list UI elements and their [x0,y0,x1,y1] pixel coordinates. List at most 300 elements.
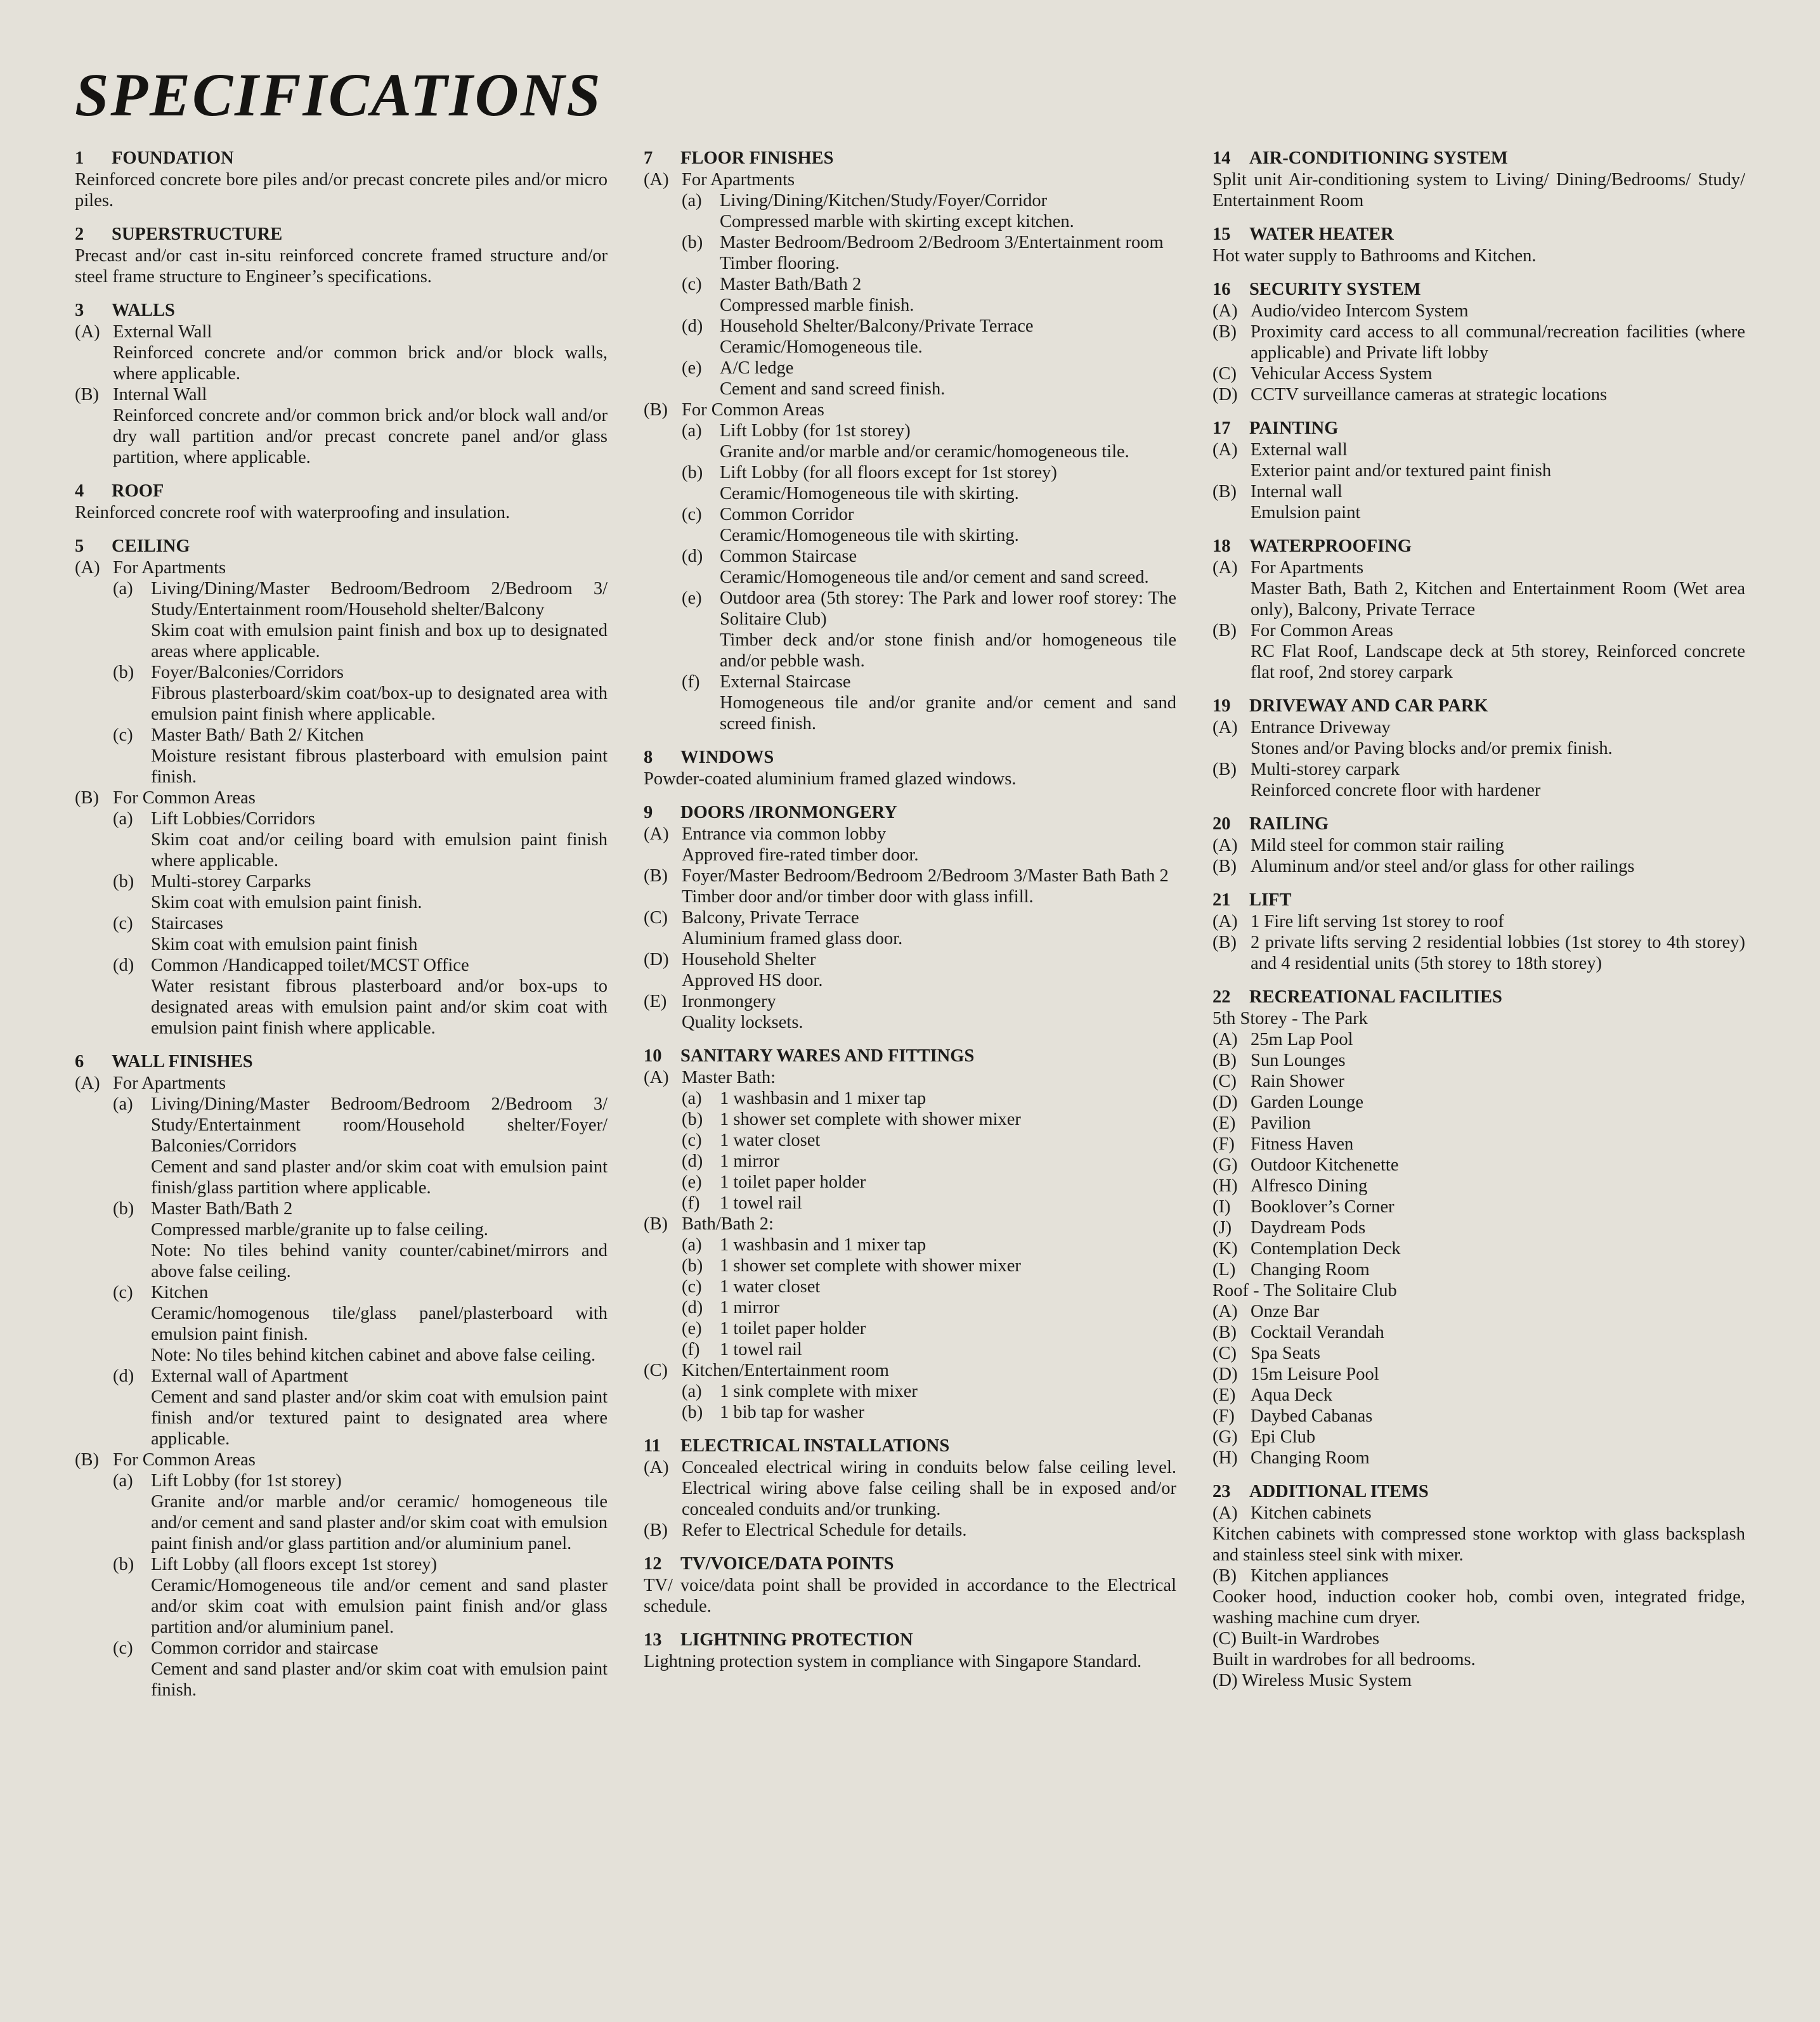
subitem-text: 1 towel rail [720,1193,802,1213]
section-title: SECURITY SYSTEM [1249,280,1421,299]
subitem-label: (a) [682,1382,702,1401]
page-title: SPECIFICATIONS [75,61,602,129]
item-label: (E) [1212,1385,1236,1405]
subitem-row [644,546,1176,567]
item-label: (G) [1212,1427,1238,1447]
section-heading [75,145,608,169]
subitem-label: (e) [682,1172,702,1192]
section-text: Reinforced concrete bore piles and/or precast concrete piles and/or micro piles. [75,170,608,211]
item-label: (B) [75,788,99,808]
section-heading [75,477,608,502]
subitem-row [644,1276,1176,1297]
subitem-row [75,1094,608,1157]
item-label: (B) [1212,1323,1237,1342]
item-row [75,1073,608,1094]
item-row [1212,363,1745,384]
subitem-text: 1 mirror [720,1151,780,1171]
subitem-label: (a) [682,1089,702,1108]
subitem-text: Lift Lobby (for all floors except for 1st storey) [720,463,1057,483]
section-heading [644,1432,1176,1457]
subitem-row [644,1318,1176,1339]
subitem-detail: Fibrous plasterboard/skim coat/box-up to designated area with emulsion paint finish where applicable. [151,684,608,724]
item-text: Aluminum and/or steel and/or glass for other railings [1251,857,1635,876]
subitem-label: (c) [113,1638,133,1658]
spec-section-6 [75,1048,608,1701]
subitem-row [75,662,608,683]
subitem-text: Living/Dining/Master Bedroom/Bedroom 2/Bedroom 3/ Study/Entertainment room/Household shelter/Balcony [151,579,608,619]
item-text: For Common Areas [1251,621,1393,640]
subitem-text: Master Bath/ Bath 2/ Kitchen [151,725,364,745]
subitem-row [75,578,608,620]
item-label: (A) [644,824,669,844]
subitem-detail: Ceramic/Homogeneous tile and/or cement and sand screed. [720,567,1149,587]
section-title: RAILING [1249,814,1329,834]
item-text: Concealed electrical wiring in conduits below false ceiling level. Electrical wiring above false ceiling shall be in exposed and/or concealed conduits and/or trunking. [682,1458,1176,1519]
subitem-row [644,190,1176,211]
item-label: (A) [75,558,100,578]
item-row [75,384,608,405]
subitem-detail: Moisture resistant fibrous plasterboard with emulsion paint finish. [151,746,608,787]
item-text: Onze Bar [1251,1302,1320,1321]
subitem-label: (d) [682,1298,703,1318]
subitem-row [644,462,1176,483]
item-row [75,321,608,342]
subitem-label: (c) [113,914,133,933]
item-row [644,399,1176,420]
subitem-text: Lift Lobby (for 1st storey) [151,1471,342,1491]
subitem-row [75,1554,608,1575]
item-detail: Stones and/or Paving blocks and/or premix finish. [1251,739,1613,758]
subitem-row [644,1151,1176,1172]
item-row [1212,1343,1745,1364]
subitem-text: 1 water closet [720,1277,821,1297]
item-text: Booklover’s Corner [1251,1197,1394,1217]
item-label: (D) [644,950,669,969]
item-label: (A) [1212,836,1238,855]
subitem-label: (c) [113,725,133,745]
subitem-row [75,1282,608,1303]
section-number: 18 [1212,536,1231,556]
item-label: (H) [1212,1448,1238,1468]
section-heading [1212,145,1745,169]
subitem-label: (b) [682,463,703,483]
section-title: LIFT [1249,890,1292,910]
item-text: For Apartments [1251,558,1364,578]
item-detail: Quality locksets. [682,1013,803,1032]
subitem-text: Lift Lobbies/Corridors [151,809,315,829]
section-heading [1212,810,1745,835]
item-row [1212,620,1745,641]
item-row [1212,1050,1745,1071]
item-text: Daydream Pods [1251,1218,1366,1238]
spec-section-11 [644,1432,1176,1541]
section-heading [1212,533,1745,557]
section-title: DOORS /IRONMONGERY [680,803,897,822]
item-text: Kitchen appliances [1251,1566,1389,1586]
subitem-label: (d) [682,1151,703,1171]
section-number: 16 [1212,280,1231,299]
section-number: 4 [75,481,84,501]
item-row [1212,1364,1745,1385]
item-row [1212,1448,1745,1468]
item-text: Proximity card access to all communal/recreation facilities (where applicable) and Private lift lobby [1251,322,1745,363]
section-text: Split unit Air-conditioning system to Living/ Dining/Bedrooms/ Study/ Entertainment Room [1212,170,1745,211]
section-number: 9 [644,803,653,822]
item-label: (C) [1212,1344,1237,1363]
item-text: Outdoor Kitchenette [1251,1155,1399,1175]
item-row [1212,557,1745,578]
item-row [75,557,608,578]
subitem-text: 1 towel rail [720,1340,802,1359]
item-detail: RC Flat Roof, Landscape deck at 5th storey, Reinforced concrete flat roof, 2nd storey carpark [1251,642,1745,682]
section-title: TV/VOICE/DATA POINTS [680,1554,894,1574]
subitem-detail: Homogeneous tile and/or granite and/or cement and sand screed finish. [720,693,1176,734]
item-label: (A) [1212,1030,1238,1049]
spec-section-15 [1212,221,1745,266]
section-title: FOUNDATION [112,148,234,168]
item-text: Master Bath: [682,1068,776,1087]
item-detail: Timber door and/or timber door with glass infill. [682,887,1034,907]
item-row [75,1449,608,1470]
item-row [1212,759,1745,780]
item-row [1212,1503,1745,1524]
subitem-text: Common /Handicapped toilet/MCST Office [151,956,469,975]
section-title: ELECTRICAL INSTALLATIONS [680,1436,950,1456]
subitem-row [644,588,1176,630]
item-text: Foyer/Master Bedroom/Bedroom 2/Bedroom 3/Master Bath Bath 2 [682,866,1169,886]
subitem-text: Foyer/Balconies/Corridors [151,663,344,682]
section-number: 11 [644,1436,661,1456]
spec-section-19 [1212,692,1745,801]
item-row [1212,1301,1745,1322]
item-text: For Common Areas [113,1450,256,1470]
item-label: (L) [1212,1260,1236,1280]
section-text: TV/ voice/data point shall be provided in accordance to the Electrical schedule. [644,1576,1176,1616]
subitem-row [644,504,1176,525]
item-row [1212,911,1745,932]
section-text: Precast and/or cast in-situ reinforced concrete framed structure and/or steel frame structure to Engineer’s specifications. [75,246,608,287]
subitem-row [75,871,608,892]
subitem-row [75,913,608,934]
subitem-detail: Ceramic/Homogeneous tile with skirting. [720,526,1019,545]
section-heading [75,1048,608,1073]
item-row [1212,717,1745,738]
item-label: (D) [1212,385,1238,405]
section-number: 17 [1212,418,1231,438]
item-label: (H) [1212,1176,1238,1196]
item-row [644,865,1176,886]
item-row [644,824,1176,845]
subitem-label: (d) [682,547,703,566]
item-label: (B) [75,385,99,405]
item-text: Kitchen/Entertainment room [682,1361,889,1380]
section-title: CEILING [112,536,190,556]
subitem-label: (a) [113,809,133,829]
subitem-text: 1 sink complete with mixer [720,1382,918,1401]
item-text: Alfresco Dining [1251,1176,1368,1196]
item-detail: Reinforced concrete floor with hardener [1251,781,1541,800]
section-heading [1212,692,1745,717]
subitem-text: Master Bath/Bath 2 [151,1199,293,1219]
item-label: (A) [644,170,669,190]
item-label: (B) [1212,857,1237,876]
section-title: ROOF [112,481,164,501]
subitem-label: (d) [113,956,134,975]
item-row [1212,932,1745,974]
item-label: (B) [1212,621,1237,640]
item-row [644,991,1176,1012]
item-label: (B) [1212,322,1237,342]
item-text: Changing Room [1251,1448,1370,1468]
item-detail: Reinforced concrete and/or common brick and/or block wall and/or dry wall partition and/or precast concrete panel and/or glass partition, where applicable. [113,406,608,467]
section-heading [644,1626,1176,1651]
item-text: Changing Room [1251,1260,1370,1280]
item-label: (B) [75,1450,99,1470]
item-text: Household Shelter [682,950,816,969]
item-text: For Common Areas [682,400,824,420]
subitem-row [75,1198,608,1219]
subitem-label: (a) [113,1471,133,1491]
item-row [644,949,1176,970]
item-label: (A) [1212,912,1238,931]
spec-section-17 [1212,415,1745,523]
subitem-text: Common Staircase [720,547,857,566]
section-text: Kitchen cabinets with compressed stone worktop with glass backsplash and stainless steel sink with mixer. [1212,1524,1745,1565]
item-label: (F) [1212,1406,1235,1426]
subitem-detail: Cement and sand plaster and/or skim coat with emulsion paint finish/glass partition where applicable. [151,1157,608,1198]
subitem-text: 1 toilet paper holder [720,1319,866,1338]
section-title: WATER HEATER [1249,224,1394,244]
item-text: CCTV surveillance cameras at strategic locations [1251,385,1608,405]
item-row [1212,1134,1745,1155]
item-text: Multi-storey carpark [1251,760,1400,779]
section-heading [644,145,1176,169]
item-text: For Apartments [113,558,226,578]
section-title: WALLS [112,301,175,320]
section-number: 7 [644,148,653,168]
subitem-label: (a) [113,1094,133,1114]
spec-section-20 [1212,810,1745,877]
section-heading [75,297,608,321]
spec-section-16 [1212,276,1745,405]
subitem-label: (c) [682,1277,702,1297]
item-row [644,1067,1176,1088]
item-row [1212,321,1745,363]
item-row [1212,481,1745,502]
subitem-text: Living/Dining/Master Bedroom/Bedroom 2/Bedroom 3/ Study/Entertainment room/Household shelter/Foyer/ Balconies/Corridors [151,1094,608,1156]
item-label: (J) [1212,1218,1232,1238]
section-title: FLOOR FINISHES [680,148,834,168]
item-row [1212,1071,1745,1092]
section-number: 20 [1212,814,1231,834]
item-text: For Apartments [113,1073,226,1093]
section-title: SUPERSTRUCTURE [112,224,283,244]
subitem-text: A/C ledge [720,358,794,378]
item-row [1212,1259,1745,1280]
item-row [1212,856,1745,877]
item-detail: Approved fire-rated timber door. [682,845,919,865]
subitem-label: (f) [682,1193,700,1213]
item-row [1212,384,1745,405]
subitem-text: External Staircase [720,672,851,692]
item-text: Audio/video Intercom System [1251,301,1469,321]
subitem-label: (a) [113,579,133,599]
column-2 [644,145,1176,1682]
subitem-label: (e) [682,1319,702,1338]
section-heading [75,221,608,245]
item-label: (C) [644,1361,668,1380]
section-number: 23 [1212,1482,1231,1501]
section-title: WINDOWS [680,748,774,767]
item-text: Vehicular Access System [1251,364,1433,384]
item-label: (A) [1212,558,1238,578]
subitem-row [644,1130,1176,1151]
subitem-label: (e) [682,588,702,608]
subitem-row [644,1255,1176,1276]
subitem-text: 1 mirror [720,1298,780,1318]
item-label: (A) [1212,718,1238,737]
subitem-text: 1 washbasin and 1 mixer tap [720,1235,926,1255]
subitem-label: (b) [682,1110,703,1129]
item-row [1212,439,1745,460]
item-label: (B) [1212,482,1237,502]
section-heading [644,1042,1176,1067]
item-text: Pavilion [1251,1113,1311,1133]
item-detail: Reinforced concrete and/or common brick and/or block walls, where applicable. [113,343,608,384]
subitem-label: (a) [682,421,702,441]
subitem-row [644,671,1176,692]
item-label: (D) [1212,1092,1238,1112]
subitem-detail: Granite and/or marble and/or ceramic/ homogeneous tile and/or cement and sand plaster and/or skim coat with emulsion paint finish and/or glass partition and/or aluminium panel. [151,1492,608,1553]
item-row [1212,301,1745,321]
item-row [1212,1196,1745,1217]
item-label: (I) [1212,1197,1231,1217]
section-number: 12 [644,1554,662,1574]
subitem-label: (a) [682,1235,702,1255]
spec-section-13 [644,1626,1176,1672]
spec-section-21 [1212,886,1745,974]
item-row [644,1457,1176,1520]
item-text: Garden Lounge [1251,1092,1364,1112]
section-number: 1 [75,148,84,168]
item-text: Balcony, Private Terrace [682,908,859,928]
item-label: (A) [75,322,100,342]
item-label: (K) [1212,1239,1238,1259]
item-label: (B) [644,1520,668,1540]
section-number: 8 [644,748,653,767]
item-row [1212,1565,1745,1586]
subitem-detail: Cement and sand plaster and/or skim coat with emulsion paint finish. [151,1659,608,1700]
item-text: For Apartments [682,170,795,190]
item-row [1212,835,1745,856]
subitem-text: 1 shower set complete with shower mixer [720,1256,1021,1276]
item-label: (C) [1212,1072,1237,1091]
subitem-label: (b) [113,1555,134,1574]
section-number: 15 [1212,224,1231,244]
section-title: AIR-CONDITIONING SYSTEM [1249,148,1508,168]
item-label: (E) [1212,1113,1236,1133]
section-heading [1212,886,1745,911]
subitem-row [644,1235,1176,1255]
subitem-detail: Timber flooring. [720,254,840,273]
spec-section-23 [1212,1478,1745,1691]
item-label: (B) [644,1214,668,1234]
item-text: Spa Seats [1251,1344,1321,1363]
subitem-text: Outdoor area (5th storey: The Park and lower roof storey: The Solitaire Club) [720,588,1176,629]
spec-section-12 [644,1550,1176,1617]
subitem-detail: Note: No tiles behind kitchen cabinet and above false ceiling. [151,1345,596,1365]
subitem-label: (f) [682,1340,700,1359]
item-row [644,1360,1176,1381]
item-label: (E) [644,992,667,1011]
subitem-detail: Granite and/or marble and/or ceramic/homogeneous tile. [720,442,1129,462]
item-row [1212,1217,1745,1238]
item-label: (A) [75,1073,100,1093]
subitem-label: (b) [682,1403,703,1422]
subitem-text: Staircases [151,914,223,933]
item-text: Aqua Deck [1251,1385,1332,1405]
section-number: 14 [1212,148,1231,168]
section-title: WATERPROOFING [1249,536,1412,556]
subitem-detail: Skim coat with emulsion paint finish. [151,893,422,912]
subitem-row [644,358,1176,379]
item-text: Refer to Electrical Schedule for details. [682,1520,967,1540]
subitem-row [644,420,1176,441]
subitem-label: (c) [682,275,702,294]
subitem-text: External wall of Apartment [151,1366,349,1386]
item-label: (B) [644,866,668,886]
item-label: (B) [644,400,668,420]
item-detail: Aluminium framed glass door. [682,929,903,949]
subitem-row [644,1402,1176,1423]
item-row [1212,1385,1745,1406]
spec-section-2 [75,221,608,287]
subitem-label: (b) [113,872,134,891]
subitem-row [644,1088,1176,1109]
item-label: (F) [1212,1134,1235,1154]
subitem-text: Master Bath/Bath 2 [720,275,862,294]
section-number: 2 [75,224,84,244]
section-heading [644,1550,1176,1575]
item-text: Entrance via common lobby [682,824,887,844]
spec-section-14 [1212,145,1745,211]
section-text: Built in wardrobes for all bedrooms. [1212,1650,1476,1669]
item-text: Kitchen cabinets [1251,1503,1372,1523]
item-label: (A) [1212,1503,1238,1523]
spec-section-4 [75,477,608,523]
subitem-detail: Note: No tiles behind vanity counter/cabinet/mirrors and above false ceiling. [151,1241,608,1281]
item-row [1212,1029,1745,1050]
item-text: Fitness Haven [1251,1134,1354,1154]
item-label: (B) [1212,933,1237,952]
spec-section-7 [644,145,1176,734]
item-row [644,907,1176,928]
subitem-text: Lift Lobby (all floors except 1st storey) [151,1555,438,1574]
item-row [1212,1238,1745,1259]
item-text: 15m Leisure Pool [1251,1364,1379,1384]
subitem-label: (b) [113,1199,134,1219]
item-label: (G) [1212,1155,1238,1175]
section-number: 6 [75,1052,84,1072]
spec-section-22 [1212,983,1745,1468]
section-number: 22 [1212,987,1231,1007]
section-heading [1212,1478,1745,1503]
subitem-text: Household Shelter/Balcony/Private Terrace [720,316,1034,336]
item-label: (A) [644,1068,669,1087]
section-text: Powder-coated aluminium framed glazed windows. [644,769,1017,789]
section-text: Cooker hood, induction cooker hob, combi oven, integrated fridge, washing machine cum dryer. [1212,1587,1745,1628]
spec-section-5 [75,533,608,1039]
